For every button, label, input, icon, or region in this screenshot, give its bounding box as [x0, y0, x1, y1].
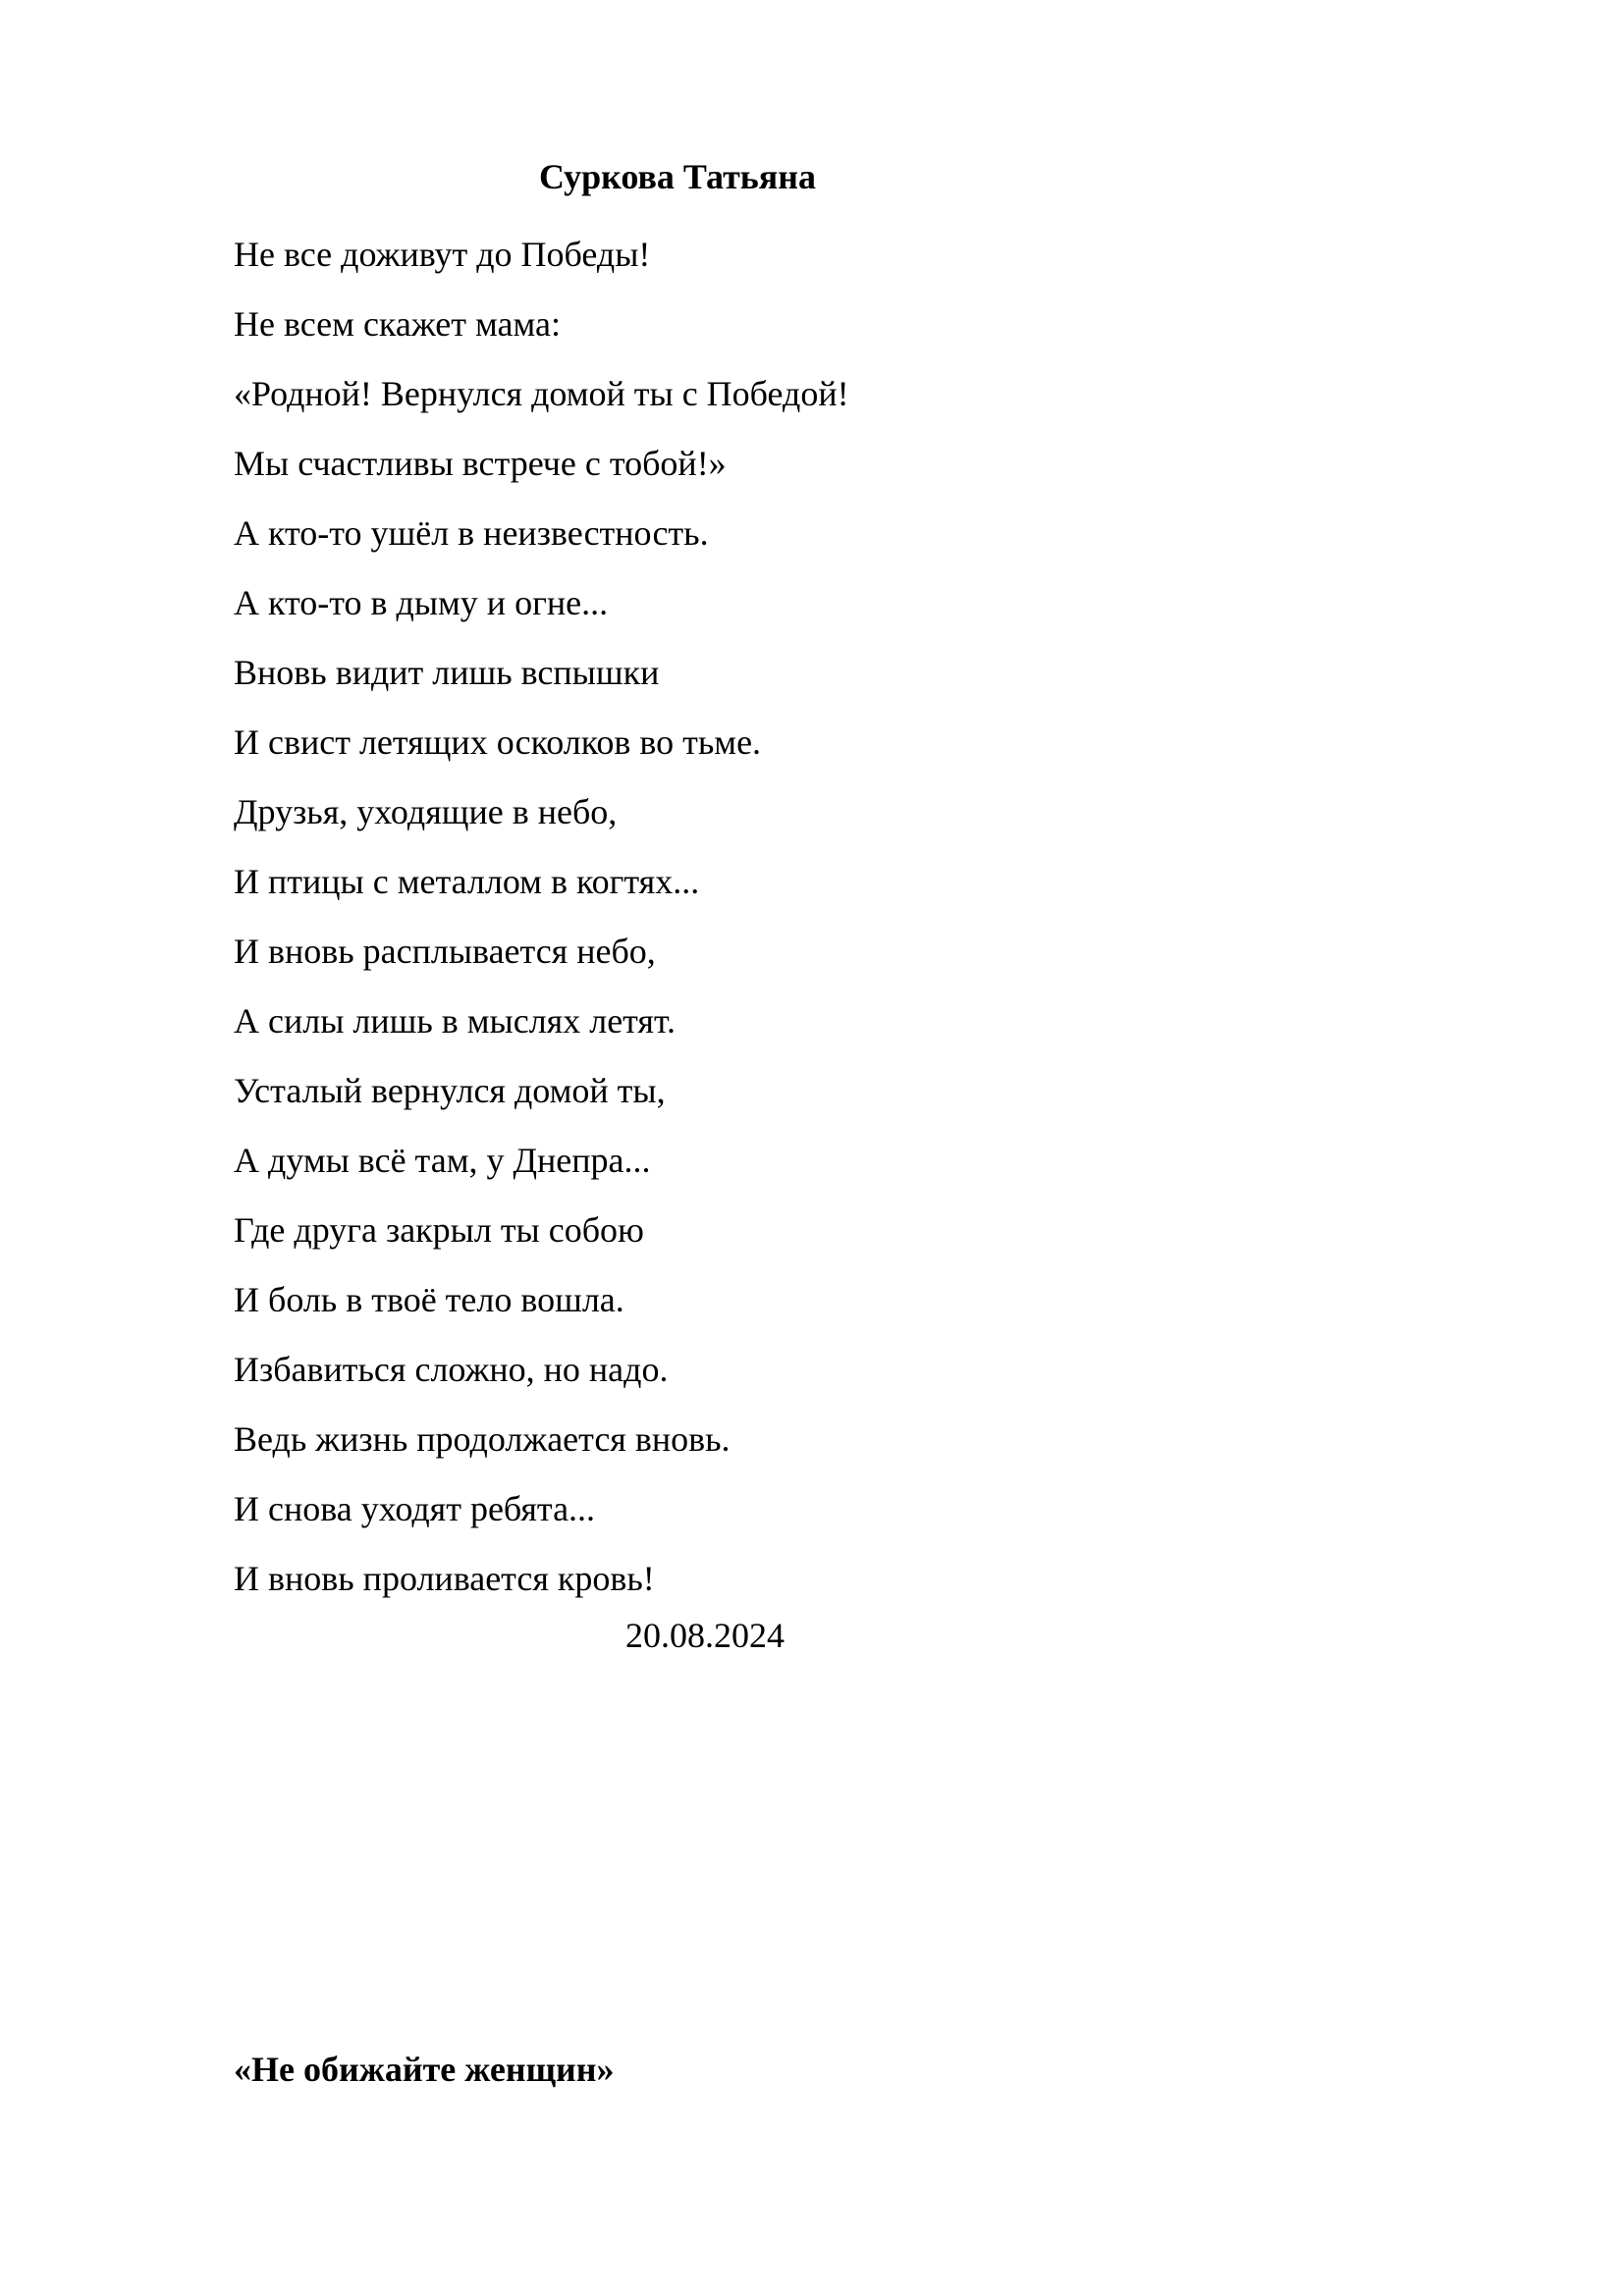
next-poem-title: «Не обижайте женщин»: [234, 2050, 615, 2089]
poem-line: А думы всё там, у Днепра...: [234, 1141, 651, 1180]
poem-line: И свист летящих осколков во тьме.: [234, 722, 762, 762]
poem-line: Где друга закрыл ты собою: [234, 1210, 644, 1250]
poem-line: Ведь жизнь продолжается вновь.: [234, 1419, 731, 1459]
poem-date: 20.08.2024: [625, 1616, 785, 1655]
poem-body: [234, 220, 849, 1614]
author-heading: Суркова Татьяна: [538, 157, 817, 196]
poem-line: А кто-то ушёл в неизвестность.: [234, 513, 709, 553]
poem-line: А кто-то в дыму и огне...: [234, 583, 609, 622]
poem-line: И снова уходят ребята...: [234, 1489, 596, 1528]
poem-line: Друзья, уходящие в небо,: [234, 792, 618, 831]
poem-line: А силы лишь в мыслях летят.: [234, 1001, 677, 1041]
poem-line: И вновь проливается кровь!: [234, 1559, 655, 1598]
poem-line: И боль в твоё тело вошла.: [234, 1280, 624, 1319]
poem-line: Не все доживут до Победы!: [234, 235, 651, 274]
poem-line: И вновь расплывается небо,: [234, 932, 656, 971]
poem-line: Избавиться сложно, но надо.: [234, 1350, 669, 1389]
poem-line: Не всем скажет мама:: [234, 304, 561, 344]
poem-line: Усталый вернулся домой ты,: [234, 1071, 666, 1110]
poem-line: Вновь видит лишь вспышки: [234, 653, 660, 692]
poem-line: Мы счастливы встрече с тобой!»: [234, 444, 727, 483]
poem-line: «Родной! Вернулся домой ты с Победой!: [234, 374, 849, 413]
poem-line: И птицы с металлом в когтях...: [234, 862, 700, 901]
